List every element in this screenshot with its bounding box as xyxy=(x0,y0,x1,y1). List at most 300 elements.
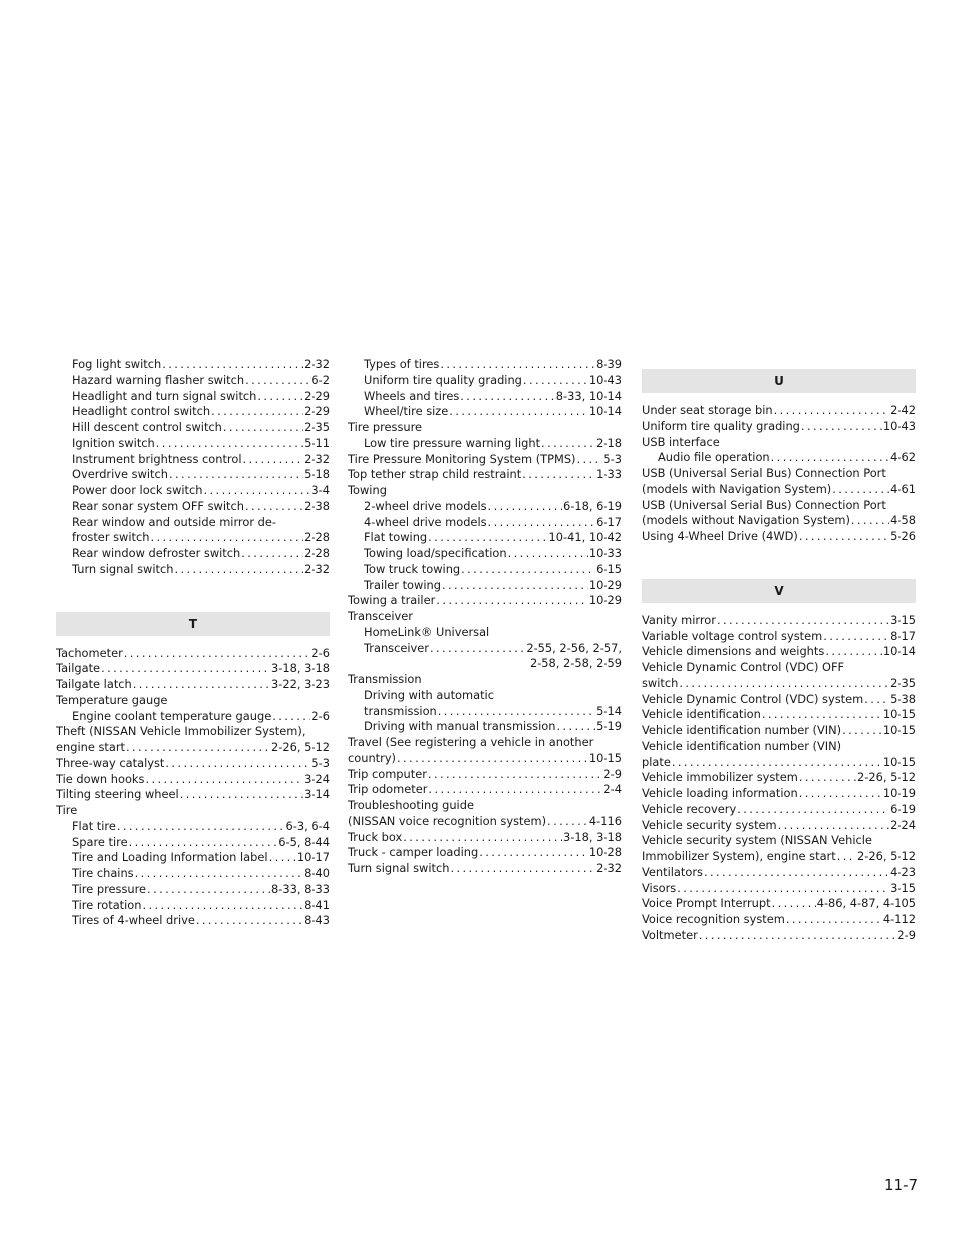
entry-page-ref: 6-15 xyxy=(596,561,622,576)
entry-row xyxy=(364,404,622,420)
entry-row xyxy=(72,913,330,929)
entry-page-ref: 8-43 xyxy=(304,913,330,928)
index-entry xyxy=(56,420,330,436)
dot-leader xyxy=(837,849,856,865)
entry-page-ref: 4-112 xyxy=(882,912,916,926)
entry-text-line: Theft (NISSAN Vehicle Immobilizer System), xyxy=(56,724,306,739)
index-entry xyxy=(56,677,330,693)
dot-leader xyxy=(117,819,285,835)
entry-page-ref: 6-5, 8-44 xyxy=(278,834,330,849)
entry-title: Tire chains xyxy=(72,866,134,880)
entry-row xyxy=(348,845,622,861)
entry-row xyxy=(72,882,330,898)
index-entry xyxy=(348,798,622,830)
dot-leader xyxy=(842,723,882,739)
entry-title: Variable voltage control system xyxy=(642,628,823,643)
entry-row xyxy=(348,782,622,798)
entry-page-ref: 10-33 xyxy=(588,546,622,560)
entry-page-ref: 2-28 xyxy=(304,546,330,560)
index-column-2 xyxy=(348,357,622,877)
entry-row xyxy=(642,802,916,818)
dot-leader xyxy=(801,419,882,435)
index-entry xyxy=(56,404,330,420)
entry-row xyxy=(72,709,330,725)
index-entry xyxy=(56,866,330,882)
index-entry xyxy=(56,661,330,677)
dot-leader xyxy=(174,562,303,578)
index-entry xyxy=(56,357,330,373)
index-entry xyxy=(56,709,330,725)
dot-leader xyxy=(864,692,889,708)
dot-leader xyxy=(799,529,889,545)
entry-title: engine start xyxy=(56,740,126,754)
entry-page-ref: 6-3, 6-4 xyxy=(285,818,330,833)
entry-title: Tire pressure xyxy=(72,881,147,896)
entry-title: Immobilizer System), engine start xyxy=(642,849,836,863)
entry-page-ref: 2-38 xyxy=(304,498,330,513)
dot-leader xyxy=(825,644,882,660)
entry-page-ref: 3-22, 3-23 xyxy=(271,677,330,691)
entry-page-ref: 10-43 xyxy=(588,372,622,387)
entry-page-ref: 4-62 xyxy=(890,450,916,465)
entry-title: switch xyxy=(642,675,679,690)
entry-page-ref: 2-9 xyxy=(897,927,916,942)
entry-title: Instrument brightness control xyxy=(72,451,242,466)
index-entry xyxy=(642,896,916,912)
entry-row xyxy=(72,866,330,882)
index-entry xyxy=(642,660,916,692)
entry-title: plate xyxy=(642,754,671,769)
dot-leader xyxy=(704,865,889,881)
index-label: Towing xyxy=(348,483,387,497)
entry-title: 4-wheel drive models xyxy=(364,514,487,529)
entry-row xyxy=(642,755,916,771)
dot-leader xyxy=(245,373,310,389)
entry-page-ref: 10-41, 10-42 xyxy=(548,530,622,545)
entry-title: Tachometer xyxy=(56,645,123,660)
entry-title: (models without Navigation System) xyxy=(642,513,850,528)
index-entry xyxy=(56,850,330,866)
entry-title: country) xyxy=(348,750,397,765)
index-entry xyxy=(642,818,916,834)
index-label: Temperature gauge xyxy=(56,692,168,707)
entry-row xyxy=(364,499,622,515)
entry-row xyxy=(56,646,330,662)
entry-title: Spare tire xyxy=(72,834,128,849)
entry-page-ref: 2-32 xyxy=(304,561,330,576)
entry-row xyxy=(642,692,916,708)
entry-text-line: USB (Universal Serial Bus) Connection Port xyxy=(642,497,886,512)
entry-title: Vanity mirror xyxy=(642,612,716,627)
index-entry xyxy=(642,928,916,944)
index-entry xyxy=(56,772,330,788)
entry-page-ref: 8-17 xyxy=(890,628,916,643)
entry-row xyxy=(364,704,622,720)
entry-row xyxy=(642,723,916,739)
entry-title: Towing load/specification xyxy=(364,546,507,560)
index-entry xyxy=(642,770,916,786)
entry-page-ref: 2-32 xyxy=(596,861,622,875)
entry-title: Truck box xyxy=(348,829,403,844)
dot-leader xyxy=(679,676,889,692)
entry-row xyxy=(72,389,330,405)
entry-row xyxy=(642,896,916,912)
index-entry xyxy=(348,404,622,420)
index-entry xyxy=(56,373,330,389)
entry-row xyxy=(364,436,622,452)
entry-title: Using 4-Wheel Drive (4WD) xyxy=(642,529,798,543)
index-entry xyxy=(348,357,622,373)
entry-page-ref: 2-29 xyxy=(304,404,330,419)
entry-title: Hazard warning flasher switch xyxy=(72,372,245,387)
index-label: Tire pressure xyxy=(348,420,423,434)
section-header: V xyxy=(642,579,916,603)
dot-leader xyxy=(133,677,270,693)
dot-leader xyxy=(145,772,303,788)
entry-title: Rear window defroster switch xyxy=(72,546,241,560)
dot-leader xyxy=(403,830,562,846)
dot-leader xyxy=(799,770,856,786)
entry-page-ref: 5-3 xyxy=(603,451,622,466)
index-entry xyxy=(348,373,622,389)
entry-row xyxy=(72,373,330,389)
entry-page-ref: 5-14 xyxy=(596,703,622,718)
entry-page-ref: 4-58 xyxy=(890,513,916,528)
entry-page-ref: 4-86, 4-87, 4-105 xyxy=(816,896,916,911)
entry-page-ref: 4-23 xyxy=(890,864,916,879)
entry-page-ref: 2-6 xyxy=(311,645,330,660)
dot-leader xyxy=(169,467,303,483)
index-entry xyxy=(56,515,330,547)
entry-row xyxy=(56,677,330,693)
entry-page-ref: 2-4 xyxy=(603,782,622,797)
entry-row xyxy=(72,819,330,835)
entry-title: Wheel/tire size xyxy=(364,404,449,419)
entry-page-ref: 10-14 xyxy=(882,644,916,659)
index-entry xyxy=(642,723,916,739)
entry-page-ref: 6-18, 6-19 xyxy=(563,498,622,513)
entry-row xyxy=(348,861,622,877)
page-number: 11-7 xyxy=(884,1176,919,1194)
entry-title: Vehicle identification xyxy=(642,707,761,722)
entry-title: Vehicle Dynamic Control (VDC) system xyxy=(642,691,864,706)
index-entry xyxy=(348,830,622,846)
entry-title: Driving with manual transmission xyxy=(364,719,556,734)
entry-title: Low tire pressure warning light xyxy=(364,435,541,450)
dot-leader xyxy=(436,593,588,609)
entry-row xyxy=(348,751,622,767)
index-entry xyxy=(56,898,330,914)
dot-leader xyxy=(126,740,270,756)
dot-leader xyxy=(269,850,296,866)
index-entry xyxy=(642,498,916,530)
entry-row xyxy=(348,767,622,783)
entry-row xyxy=(348,814,622,830)
entry-row xyxy=(642,529,916,545)
entry-row xyxy=(348,467,622,483)
entry-page-ref: 2-35 xyxy=(890,675,916,690)
entry-text-line: Vehicle identification number (VIN) xyxy=(642,738,842,753)
section-header: T xyxy=(56,612,330,636)
entry-page-ref: 2-32 xyxy=(304,357,330,371)
index-entry xyxy=(348,704,622,720)
entry-row xyxy=(56,787,330,803)
entry-page-ref: 2-26, 5-12 xyxy=(271,740,330,754)
entry-title: Trailer towing xyxy=(364,577,441,592)
index-column-1 xyxy=(56,357,330,929)
dot-leader xyxy=(165,756,310,772)
entry-row xyxy=(72,483,330,499)
dot-leader xyxy=(243,452,304,468)
dot-leader xyxy=(479,845,588,861)
index-entry xyxy=(642,707,916,723)
index-entry xyxy=(56,389,330,405)
dot-leader xyxy=(771,450,889,466)
entry-row xyxy=(642,881,916,897)
entry-title: Tires of 4-wheel drive xyxy=(72,913,195,928)
entry-page-ref: 6-19 xyxy=(890,801,916,816)
dot-leader xyxy=(245,499,303,515)
entry-page-ref: 3-18, 3-18 xyxy=(563,829,622,844)
index-entry xyxy=(56,756,330,772)
dot-leader xyxy=(147,882,270,898)
index-entry xyxy=(348,546,622,562)
entry-page-ref: 8-33, 10-14 xyxy=(555,388,622,403)
entry-page-ref: 2-28 xyxy=(304,530,330,545)
entry-row xyxy=(72,467,330,483)
entry-page-ref: 2-26, 5-12 xyxy=(857,770,916,785)
dot-leader xyxy=(211,404,303,420)
dot-leader xyxy=(241,546,303,562)
entry-page-ref: 10-17 xyxy=(296,850,330,865)
entry-page-ref: 5-38 xyxy=(890,691,916,706)
dot-leader xyxy=(428,767,602,783)
dot-leader xyxy=(143,898,304,914)
entry-page-ref: 8-39 xyxy=(596,357,622,371)
entry-row xyxy=(642,928,916,944)
index-label: Transceiver xyxy=(348,609,413,623)
dot-leader xyxy=(786,912,882,928)
entry-title: Top tether strap child restraint xyxy=(348,467,522,482)
dot-leader xyxy=(460,389,555,405)
index-column-3 xyxy=(642,357,916,944)
entry-text-line: Vehicle security system (NISSAN Vehicle xyxy=(642,833,872,848)
entry-title: Under seat storage bin xyxy=(642,403,773,417)
entry-title: Tow truck towing xyxy=(364,561,461,576)
entry-title: Headlight control switch xyxy=(72,404,211,419)
dot-leader xyxy=(124,646,311,662)
entry-title: Hill descent control switch xyxy=(72,420,222,434)
index-entry xyxy=(348,641,622,673)
entry-row xyxy=(658,450,916,466)
dot-leader xyxy=(442,578,588,594)
entry-row xyxy=(364,373,622,389)
entry-row xyxy=(364,546,622,562)
entry-page-ref: 10-15 xyxy=(882,707,916,722)
entry-row xyxy=(364,578,622,594)
entry-title: Engine coolant temperature gauge xyxy=(72,708,272,723)
entry-row xyxy=(348,593,622,609)
index-entry xyxy=(642,450,916,466)
entry-row xyxy=(364,641,622,657)
entry-row xyxy=(642,482,916,498)
entry-page-ref: 5-3 xyxy=(311,755,330,770)
entry-title: Tie down hooks xyxy=(56,771,145,786)
dot-leader xyxy=(522,467,595,483)
dot-leader xyxy=(677,881,889,897)
entry-title: Overdrive switch xyxy=(72,467,169,482)
dot-leader xyxy=(135,866,304,882)
dot-leader xyxy=(461,562,595,578)
entry-row xyxy=(72,420,330,436)
section-gap xyxy=(642,545,916,567)
entry-page-ref: 1-33 xyxy=(596,467,622,482)
entry-page-ref: 2-9 xyxy=(603,766,622,781)
index-label: Driving with automatic xyxy=(364,687,494,702)
dot-leader xyxy=(717,613,889,629)
entry-title: Towing a trailer xyxy=(348,593,436,608)
entry-page-ref: 3-4 xyxy=(311,483,330,497)
entry-row xyxy=(72,835,330,851)
entry-title: Ventilators xyxy=(642,864,703,879)
index-entry xyxy=(56,483,330,499)
dot-leader xyxy=(556,719,595,735)
entry-row xyxy=(72,436,330,452)
index-entry xyxy=(56,787,330,803)
dot-leader xyxy=(672,755,882,771)
dot-leader xyxy=(430,641,525,657)
dot-leader xyxy=(772,896,816,912)
dot-leader xyxy=(778,818,890,834)
index-entry xyxy=(348,845,622,861)
index-entry xyxy=(56,724,330,756)
index-entry xyxy=(56,436,330,452)
entry-title: Fog light switch xyxy=(72,357,162,371)
entry-page-ref: 10-15 xyxy=(588,750,622,765)
entry-title: Tilting steering wheel xyxy=(56,787,179,802)
dot-leader xyxy=(257,389,303,405)
index-label: Tire xyxy=(56,803,78,817)
index-entry xyxy=(642,466,916,498)
index-entry xyxy=(642,692,916,708)
entry-title: (models with Navigation System) xyxy=(642,481,832,496)
index-label: HomeLink® Universal xyxy=(364,624,490,639)
entry-title: Vehicle dimensions and weights xyxy=(642,644,825,659)
entry-row xyxy=(56,661,330,677)
index-entry xyxy=(348,735,622,767)
entry-row xyxy=(348,452,622,468)
entry-row xyxy=(642,403,916,419)
section-gap xyxy=(56,578,330,600)
dot-leader xyxy=(547,814,588,830)
entry-text-line: Troubleshooting guide xyxy=(348,798,474,812)
dot-leader xyxy=(129,835,278,851)
dot-leader xyxy=(523,373,588,389)
entry-page-ref: 8-33, 8-33 xyxy=(271,881,330,896)
entry-page-ref: 10-19 xyxy=(882,786,916,800)
entry-row xyxy=(364,389,622,405)
dot-leader xyxy=(162,357,303,373)
entry-title: Flat tire xyxy=(72,818,116,833)
entry-title: Vehicle immobilizer system xyxy=(642,770,798,785)
dot-leader xyxy=(180,787,303,803)
entry-row xyxy=(72,898,330,914)
entry-row xyxy=(642,629,916,645)
entry-row xyxy=(72,357,330,373)
entry-text-line: Travel (See registering a vehicle in another xyxy=(348,735,594,749)
dot-leader xyxy=(774,403,890,419)
dot-leader xyxy=(488,515,596,531)
entry-title: Transceiver xyxy=(364,640,429,655)
dot-leader xyxy=(438,704,595,720)
entry-title: froster switch xyxy=(72,530,150,545)
entry-row xyxy=(348,830,622,846)
entry-page-ref: 3-15 xyxy=(890,880,916,895)
entry-page-ref: 2-55, 2-56, 2-57, xyxy=(526,640,622,655)
entry-page-ref: 3-24 xyxy=(304,771,330,786)
entry-title: Truck - camper loading xyxy=(348,845,479,860)
entry-text-line: Rear window and outside mirror de- xyxy=(72,514,276,529)
entry-row xyxy=(72,404,330,420)
entry-title: Audio file operation xyxy=(658,450,770,465)
entry-title: Rear sonar system OFF switch xyxy=(72,498,244,513)
entry-page-ref: 5-11 xyxy=(304,435,330,450)
entry-text-line: Vehicle Dynamic Control (VDC) OFF xyxy=(642,660,845,674)
entry-page-ref: 4-61 xyxy=(890,481,916,496)
index-entry xyxy=(642,833,916,865)
dot-leader xyxy=(440,357,595,373)
index-entry xyxy=(642,802,916,818)
entry-title: Trip odometer xyxy=(348,782,428,797)
entry-row xyxy=(642,865,916,881)
dot-leader xyxy=(101,661,270,677)
index-entry xyxy=(56,467,330,483)
entry-row xyxy=(56,740,330,756)
entry-page-ref-continued: 2-58, 2-58, 2-59 xyxy=(529,656,622,671)
index-label: USB interface xyxy=(642,434,720,449)
entry-title: Turn signal switch xyxy=(72,561,174,576)
dot-leader xyxy=(397,751,588,767)
entry-title: Headlight and turn signal switch xyxy=(72,388,257,403)
entry-title: Power door lock switch xyxy=(72,483,203,497)
entry-title: Uniform tire quality grading xyxy=(364,372,522,387)
entry-title: Uniform tire quality grading xyxy=(642,418,800,433)
dot-leader xyxy=(151,530,304,546)
index-entry xyxy=(642,529,916,545)
index-entry xyxy=(56,562,330,578)
entry-row xyxy=(642,818,916,834)
entry-row xyxy=(642,849,916,865)
entry-title: Tailgate xyxy=(56,661,101,676)
entry-page-ref: 2-18 xyxy=(596,435,622,450)
entry-row xyxy=(364,357,622,373)
dot-leader xyxy=(204,483,311,499)
entry-title: Flat towing xyxy=(364,530,428,545)
entry-row xyxy=(72,546,330,562)
entry-row xyxy=(72,530,330,546)
entry-page-ref: 2-32 xyxy=(304,451,330,466)
entry-title: Vehicle identification number (VIN) xyxy=(642,723,842,737)
dot-leader xyxy=(488,499,563,515)
index-label: Transmission xyxy=(348,672,422,686)
entry-page-ref: 2-26, 5-12 xyxy=(857,849,916,863)
index-entry xyxy=(642,419,916,435)
entry-title: Tire Pressure Monitoring System (TPMS) xyxy=(348,451,576,466)
entry-row xyxy=(72,452,330,468)
index-entry xyxy=(348,530,622,546)
index-entry xyxy=(348,578,622,594)
index-entry xyxy=(348,515,622,531)
